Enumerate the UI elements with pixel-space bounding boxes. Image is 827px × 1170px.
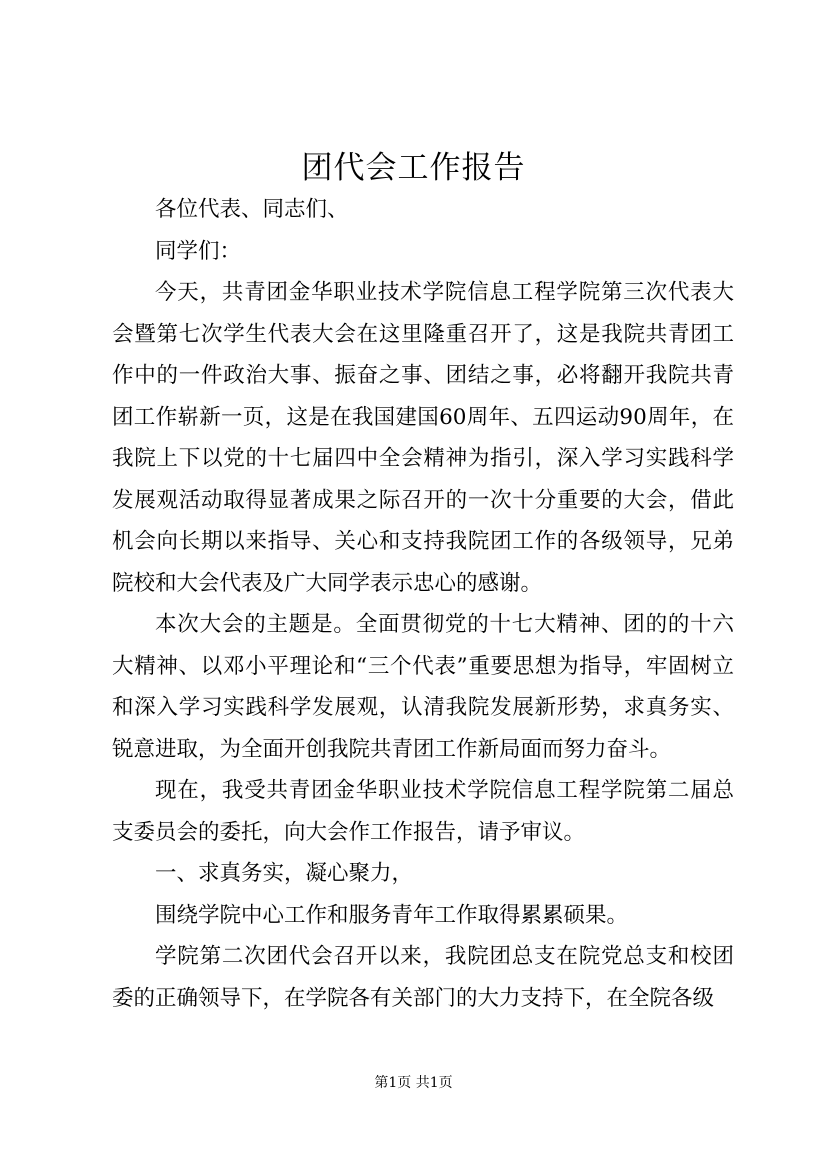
page-footer: 第1页 共1页 bbox=[374, 1075, 453, 1091]
paragraph-opening: 今天，共青团金华职业技术学院信息工程学院第三次代表大会暨第七次学生代表大会在这里隆重召开了，这是我院共青团工作中的一件政治大事、振奋之事、团结之事，必将翻开我院共青团工作崭新一页，这是在我国建国60周年、五四运动90周年，在我院上下以党的十七届四中全会精神为指引，深入学习实践科学发展观活动取得显著成果之际召开的一次十分重要的大会，借此机会向长期以来指导、关心和支持我院团工作的各级领导，兄弟院校和大会代表及广大同学表示忠心的感谢。 bbox=[112, 280, 734, 596]
paragraph-section-1-body: 学院第二次团代会召开以来，我院团总支在院党总支和校团委的正确领导下，在学院各有关部门的大力支持下，在全院各级 bbox=[112, 944, 734, 1011]
paragraph-theme: 本次大会的主题是。全面贯彻党的十七大精神、团的的十六大精神、以邓小平理论和“三个代表”重要思想为指导，牢固树立和深入学习实践科学发展观，认清我院发展新形势，求真务实、锐意进取，为全面开创我院共青团工作新局面而努力奋斗。 bbox=[112, 612, 734, 762]
paragraph-salutation: 各位代表、同志们、 bbox=[155, 197, 349, 222]
paragraph-report-intro: 现在，我受共青团金华职业技术学院信息工程学院第二届总支委员会的委托，向大会作工作报告，请予审议。 bbox=[112, 778, 734, 845]
section-heading-1: 一、求真务实，凝心聚力， bbox=[155, 861, 414, 886]
section-subheading-1: 围绕学院中心工作和服务青年工作取得累累硕果。 bbox=[155, 902, 629, 928]
document-title: 团代会工作报告 bbox=[301, 150, 526, 186]
paragraph-salutation-continued: 同学们： bbox=[155, 238, 242, 264]
document-body bbox=[112, 189, 734, 1019]
